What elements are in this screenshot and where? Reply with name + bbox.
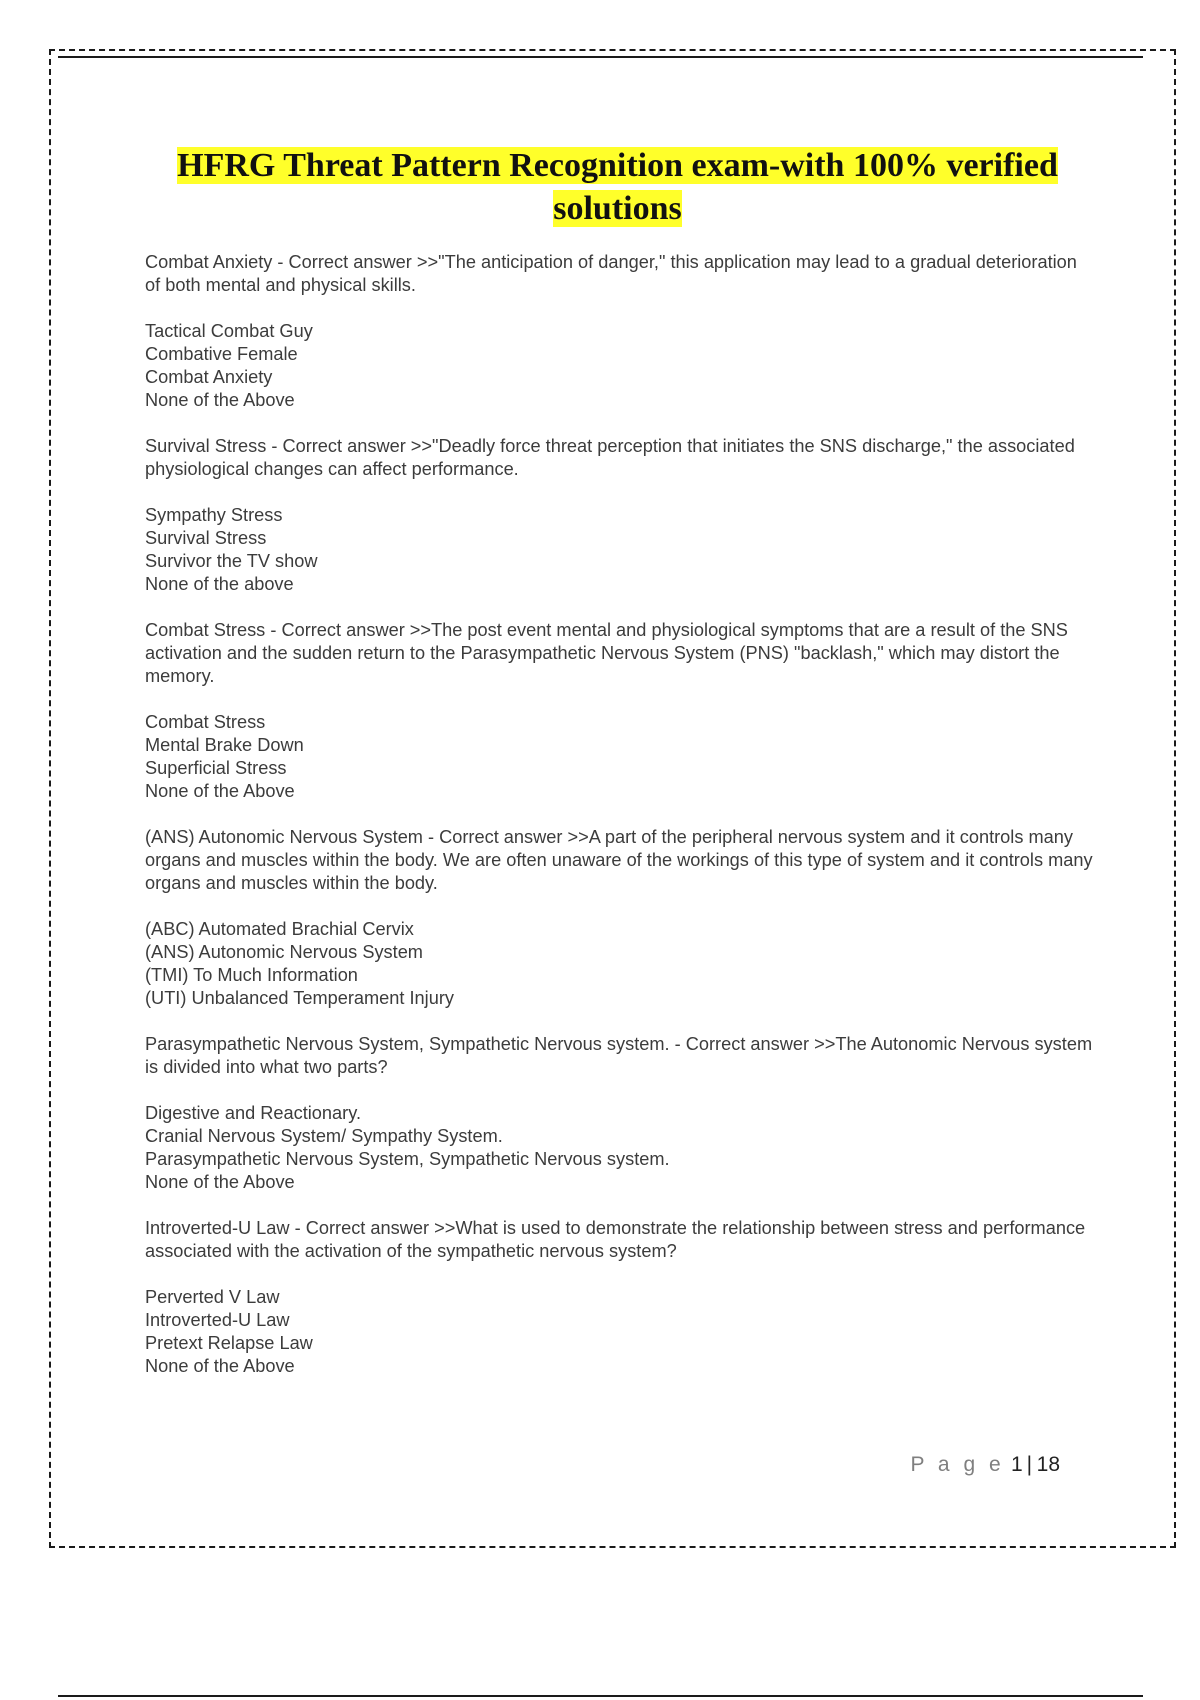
page-number [860,1453,1060,1477]
page-label: P a g e [910,1453,1005,1476]
question-text: Survival Stress - Correct answer >>"Deadly force threat perception that initiates the SNS discharge," the associated physiological changes can affect performance. [145,436,1075,479]
document-title: HFRG Threat Pattern Recognition exam-with 100% verified solutions [177,147,1058,227]
answer-option: None of the Above [145,1172,295,1192]
answer-option: Superficial Stress [145,758,287,778]
options-block-2 [145,504,1095,596]
answer-option: None of the Above [145,1356,295,1376]
answer-option: Cranial Nervous System/ Sympathy System. [145,1126,503,1146]
answer-option: Digestive and Reactionary. [145,1103,362,1123]
answer-option: (UTI) Unbalanced Temperament Injury [145,988,454,1008]
answer-option: Sympathy Stress [145,505,283,525]
answer-option: Mental Brake Down [145,735,304,755]
title-container [140,144,1095,230]
question-text: Combat Stress - Correct answer >>The post event mental and physiological symptoms that are a result of the SNS activation and the sudden return to the Parasympathetic Nervous System (PNS) "backlash," which may distort the memory. [145,620,1068,686]
options-block-3 [145,711,1095,803]
answer-options [145,918,1095,1010]
question-block-4 [145,826,1095,895]
total-pages: 18 [1036,1453,1060,1476]
answer-options [145,711,1095,803]
question-block-1 [145,251,1095,297]
page-separator: | [1026,1453,1033,1476]
question-block-5 [145,1033,1095,1079]
answer-option: (ABC) Automated Brachial Cervix [145,919,414,939]
top-rule [58,56,1143,58]
answer-options [145,1286,1095,1378]
answer-option: None of the Above [145,390,295,410]
question-text: (ANS) Autonomic Nervous System - Correct answer >>A part of the peripheral nervous system and it controls many organs and muscles within the body. We are often unaware of the workings of this type of system and it controls many organs and muscles within the body. [145,827,1093,893]
question-text: Combat Anxiety - Correct answer >>"The anticipation of danger," this application may lead to a gradual deterioration of both mental and physical skills. [145,252,1077,295]
question-text: Parasympathetic Nervous System, Sympathetic Nervous system. - Correct answer >>The Autonomic Nervous system is divided into what two parts? [145,1034,1093,1077]
answer-option: Introverted-U Law [145,1310,290,1330]
answer-option: (TMI) To Much Information [145,965,358,985]
answer-option: Combat Stress [145,712,266,732]
answer-option: Survivor the TV show [145,551,318,571]
answer-option: Perverted V Law [145,1287,280,1307]
options-block-5 [145,1102,1095,1194]
current-page: 1 [1010,1453,1023,1476]
question-text: Introverted-U Law - Correct answer >>What is used to demonstrate the relationship between stress and performance associated with the activation of the sympathetic nervous system? [145,1218,1086,1261]
answer-option: Parasympathetic Nervous System, Sympathetic Nervous system. [145,1149,670,1169]
question-block-6 [145,1217,1095,1263]
answer-options [145,320,1095,412]
answer-option: None of the Above [145,781,295,801]
bottom-rule [58,1695,1143,1697]
answer-option: None of the above [145,574,294,594]
answer-option: Combative Female [145,344,298,364]
answer-options [145,504,1095,596]
options-block-4 [145,918,1095,1010]
answer-options [145,1102,1095,1194]
question-block-3 [145,619,1095,688]
question-list [145,251,1095,1401]
answer-option: Pretext Relapse Law [145,1333,313,1353]
options-block-6 [145,1286,1095,1378]
question-block-2 [145,435,1095,481]
answer-option: (ANS) Autonomic Nervous System [145,942,423,962]
answer-option: Tactical Combat Guy [145,321,313,341]
options-block-1 [145,320,1095,412]
answer-option: Survival Stress [145,528,267,548]
answer-option: Combat Anxiety [145,367,273,387]
